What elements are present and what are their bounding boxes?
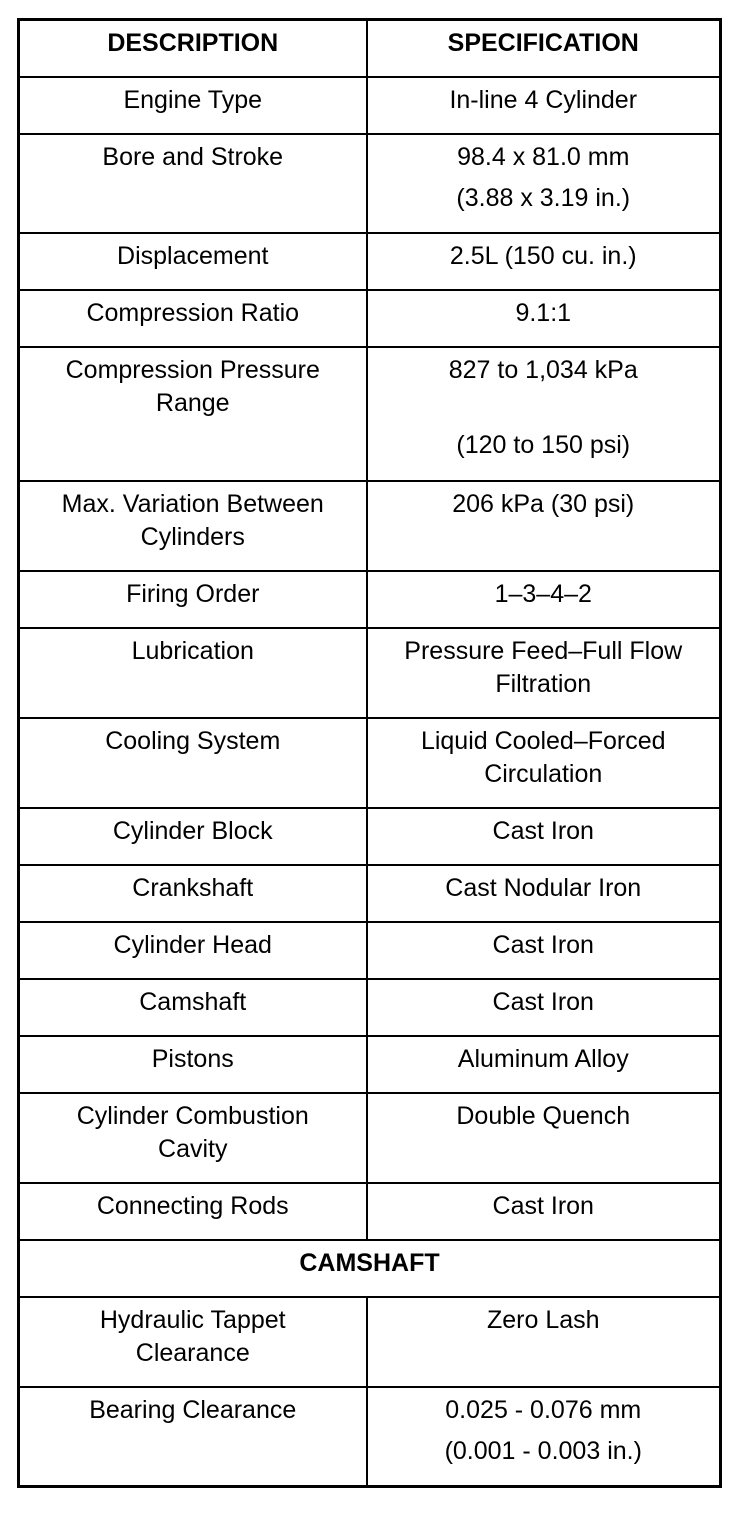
description-cell: Bearing Clearance [19,1387,367,1487]
specification-cell: 1–3–4–2 [367,571,721,628]
specification-cell: In-line 4 Cylinder [367,77,721,134]
table-row [19,808,721,865]
header-row [19,20,721,77]
table-row [19,347,721,481]
description-cell: Cylinder Head [19,922,367,979]
table-row [19,233,721,290]
table-row [19,134,721,233]
table-row [19,1387,721,1487]
table-row [19,77,721,134]
table-row [19,718,721,808]
description-cell: Max. Variation Between Cylinders [19,481,367,571]
description-cell: Hydraulic Tappet Clearance [19,1297,367,1387]
specification-cell: Pressure Feed–Full Flow Filtration [367,628,721,718]
description-cell: Cylinder Block [19,808,367,865]
description-cell: Engine Type [19,77,367,134]
specification-cell: Cast Iron [367,922,721,979]
specification-cell: 827 to 1,034 kPa (120 to 150 psi) [367,347,721,481]
description-cell: Compression Ratio [19,290,367,347]
specification-cell: 206 kPa (30 psi) [367,481,721,571]
specification-cell: Liquid Cooled–Forced Circulation [367,718,721,808]
description-cell: Firing Order [19,571,367,628]
section-title: CAMSHAFT [19,1240,721,1297]
description-cell: Connecting Rods [19,1183,367,1240]
table-row [19,290,721,347]
description-header: DESCRIPTION [19,20,367,77]
description-cell: Cylinder Combustion Cavity [19,1093,367,1183]
table-row [19,628,721,718]
table-row [19,1183,721,1240]
description-cell: Bore and Stroke [19,134,367,233]
specification-cell: Cast Iron [367,979,721,1036]
description-cell: Compression Pressure Range [19,347,367,481]
table-row [19,1297,721,1387]
table-row [19,1093,721,1183]
description-cell: Lubrication [19,628,367,718]
specification-cell: 2.5L (150 cu. in.) [367,233,721,290]
specification-cell: Cast Nodular Iron [367,865,721,922]
table-row [19,481,721,571]
table-row [19,865,721,922]
specification-cell: Zero Lash [367,1297,721,1387]
section-header-row [19,1240,721,1297]
description-cell: Displacement [19,233,367,290]
specification-cell: 0.025 - 0.076 mm (0.001 - 0.003 in.) [367,1387,721,1487]
specification-cell: 98.4 x 81.0 mm (3.88 x 3.19 in.) [367,134,721,233]
description-cell: Camshaft [19,979,367,1036]
specification-header: SPECIFICATION [367,20,721,77]
description-cell: Cooling System [19,718,367,808]
specification-cell: Cast Iron [367,808,721,865]
table-row [19,922,721,979]
specification-cell: Cast Iron [367,1183,721,1240]
table-row [19,979,721,1036]
table-row [19,571,721,628]
specification-cell: Double Quench [367,1093,721,1183]
description-cell: Pistons [19,1036,367,1093]
description-cell: Crankshaft [19,865,367,922]
table-row [19,1036,721,1093]
specification-cell: Aluminum Alloy [367,1036,721,1093]
specification-cell: 9.1:1 [367,290,721,347]
engine-specification-table [17,18,722,1488]
